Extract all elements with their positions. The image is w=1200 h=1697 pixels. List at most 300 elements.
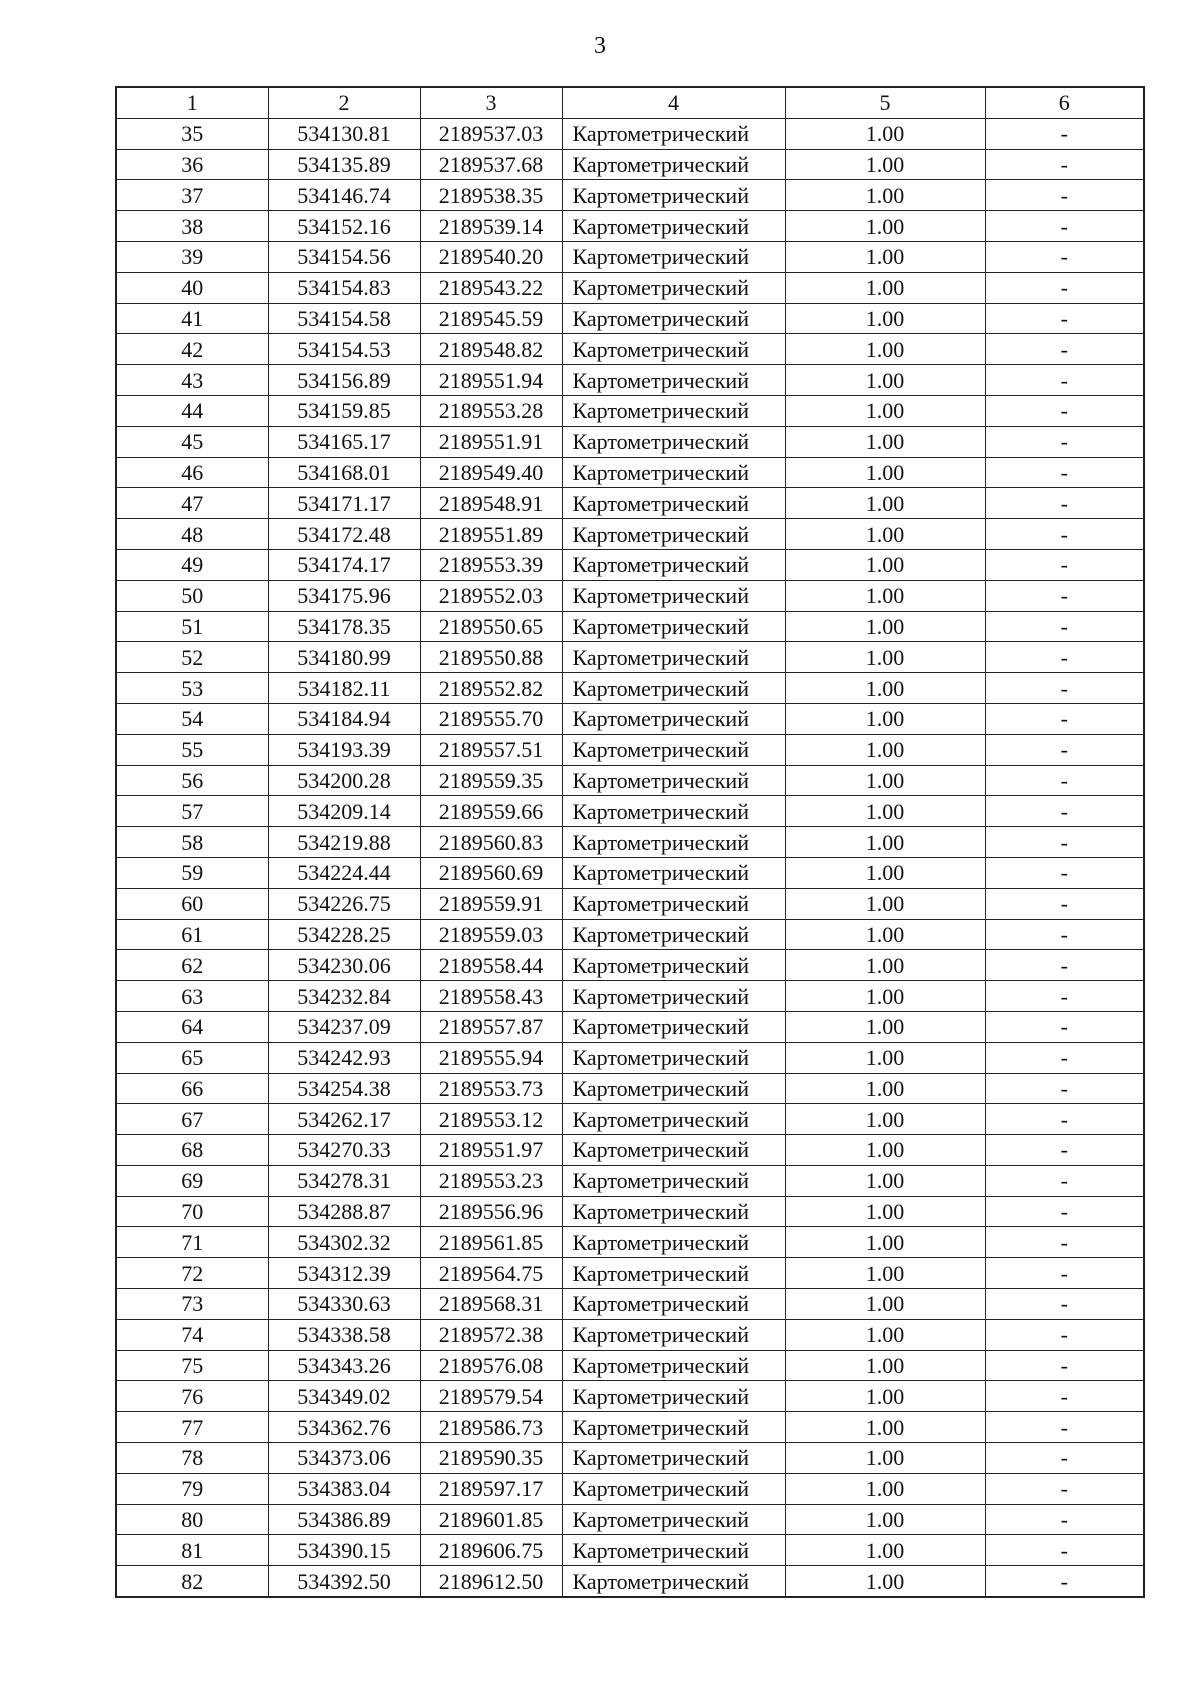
- cell-coordinate-x: 534362.76: [268, 1412, 420, 1443]
- cell-coordinate-x: 534146.74: [268, 180, 420, 211]
- cell-description: -: [985, 765, 1144, 796]
- cell-method: Картометрический: [562, 1566, 785, 1597]
- table-row: [116, 519, 1144, 550]
- table-header: [116, 87, 1144, 118]
- cell-method: Картометрический: [562, 1412, 785, 1443]
- cell-coordinate-y: 2189537.03: [420, 118, 562, 149]
- column-header-3: 3: [420, 87, 562, 118]
- cell-description: -: [985, 1289, 1144, 1320]
- cell-description: -: [985, 1135, 1144, 1166]
- cell-coordinate-y: 2189548.91: [420, 488, 562, 519]
- table-row: [116, 1227, 1144, 1258]
- cell-description: -: [985, 827, 1144, 858]
- cell-coordinate-x: 534383.04: [268, 1473, 420, 1504]
- cell-point-number: 50: [116, 580, 268, 611]
- cell-point-number: 59: [116, 857, 268, 888]
- cell-method: Картометрический: [562, 1196, 785, 1227]
- cell-accuracy: 1.00: [785, 1504, 985, 1535]
- cell-accuracy: 1.00: [785, 1042, 985, 1073]
- cell-description: -: [985, 888, 1144, 919]
- cell-description: -: [985, 703, 1144, 734]
- cell-method: Картометрический: [562, 888, 785, 919]
- cell-accuracy: 1.00: [785, 211, 985, 242]
- cell-coordinate-x: 534180.99: [268, 642, 420, 673]
- cell-point-number: 80: [116, 1504, 268, 1535]
- cell-accuracy: 1.00: [785, 1165, 985, 1196]
- cell-coordinate-y: 2189555.70: [420, 703, 562, 734]
- cell-coordinate-x: 534193.39: [268, 734, 420, 765]
- cell-description: -: [985, 1350, 1144, 1381]
- cell-point-number: 82: [116, 1566, 268, 1597]
- cell-coordinate-x: 534182.11: [268, 673, 420, 704]
- cell-accuracy: 1.00: [785, 1473, 985, 1504]
- cell-description: -: [985, 950, 1144, 981]
- cell-point-number: 57: [116, 796, 268, 827]
- cell-accuracy: 1.00: [785, 426, 985, 457]
- cell-point-number: 69: [116, 1165, 268, 1196]
- table-row: [116, 549, 1144, 580]
- table-row: [116, 457, 1144, 488]
- cell-accuracy: 1.00: [785, 303, 985, 334]
- cell-point-number: 78: [116, 1443, 268, 1474]
- table-row: [116, 1443, 1144, 1474]
- cell-method: Картометрический: [562, 1381, 785, 1412]
- cell-method: Картометрический: [562, 426, 785, 457]
- cell-description: -: [985, 734, 1144, 765]
- cell-coordinate-y: 2189553.12: [420, 1104, 562, 1135]
- cell-accuracy: 1.00: [785, 1227, 985, 1258]
- cell-method: Картометрический: [562, 1473, 785, 1504]
- cell-point-number: 65: [116, 1042, 268, 1073]
- cell-coordinate-y: 2189556.96: [420, 1196, 562, 1227]
- cell-accuracy: 1.00: [785, 395, 985, 426]
- cell-coordinate-x: 534178.35: [268, 611, 420, 642]
- cell-method: Картометрический: [562, 457, 785, 488]
- table-row: [116, 1566, 1144, 1597]
- cell-method: Картометрический: [562, 580, 785, 611]
- cell-accuracy: 1.00: [785, 734, 985, 765]
- cell-coordinate-y: 2189558.44: [420, 950, 562, 981]
- page-number: 3: [594, 33, 606, 59]
- cell-description: -: [985, 519, 1144, 550]
- cell-coordinate-y: 2189550.88: [420, 642, 562, 673]
- cell-method: Картометрический: [562, 734, 785, 765]
- cell-coordinate-x: 534135.89: [268, 149, 420, 180]
- cell-accuracy: 1.00: [785, 180, 985, 211]
- cell-method: Картометрический: [562, 519, 785, 550]
- cell-coordinate-x: 534224.44: [268, 857, 420, 888]
- cell-accuracy: 1.00: [785, 1135, 985, 1166]
- cell-coordinate-y: 2189553.73: [420, 1073, 562, 1104]
- cell-method: Картометрический: [562, 334, 785, 365]
- cell-accuracy: 1.00: [785, 1073, 985, 1104]
- cell-point-number: 43: [116, 365, 268, 396]
- column-header-5: 5: [785, 87, 985, 118]
- cell-method: Картометрический: [562, 1011, 785, 1042]
- table-row: [116, 703, 1144, 734]
- table-row: [116, 149, 1144, 180]
- cell-accuracy: 1.00: [785, 519, 985, 550]
- cell-point-number: 63: [116, 981, 268, 1012]
- cell-coordinate-x: 534242.93: [268, 1042, 420, 1073]
- cell-coordinate-x: 534200.28: [268, 765, 420, 796]
- table-row: [116, 334, 1144, 365]
- cell-coordinate-x: 534302.32: [268, 1227, 420, 1258]
- cell-coordinate-y: 2189559.35: [420, 765, 562, 796]
- cell-description: -: [985, 457, 1144, 488]
- cell-coordinate-x: 534168.01: [268, 457, 420, 488]
- cell-description: -: [985, 1504, 1144, 1535]
- cell-coordinate-x: 534390.15: [268, 1535, 420, 1566]
- cell-method: Картометрический: [562, 1443, 785, 1474]
- cell-accuracy: 1.00: [785, 857, 985, 888]
- table-row: [116, 1258, 1144, 1289]
- cell-method: Картометрический: [562, 1289, 785, 1320]
- cell-method: Картометрический: [562, 365, 785, 396]
- cell-point-number: 54: [116, 703, 268, 734]
- cell-point-number: 53: [116, 673, 268, 704]
- table-row: [116, 950, 1144, 981]
- cell-point-number: 56: [116, 765, 268, 796]
- cell-point-number: 81: [116, 1535, 268, 1566]
- cell-point-number: 75: [116, 1350, 268, 1381]
- cell-coordinate-y: 2189572.38: [420, 1319, 562, 1350]
- cell-point-number: 64: [116, 1011, 268, 1042]
- cell-point-number: 58: [116, 827, 268, 858]
- cell-coordinate-y: 2189550.65: [420, 611, 562, 642]
- cell-description: -: [985, 1412, 1144, 1443]
- cell-coordinate-y: 2189559.91: [420, 888, 562, 919]
- cell-coordinate-y: 2189548.82: [420, 334, 562, 365]
- cell-coordinate-y: 2189558.43: [420, 981, 562, 1012]
- cell-coordinate-y: 2189559.03: [420, 919, 562, 950]
- cell-description: -: [985, 1566, 1144, 1597]
- table-row: [116, 1073, 1144, 1104]
- cell-description: -: [985, 180, 1144, 211]
- cell-method: Картометрический: [562, 1504, 785, 1535]
- cell-coordinate-y: 2189557.87: [420, 1011, 562, 1042]
- cell-coordinate-x: 534172.48: [268, 519, 420, 550]
- cell-point-number: 46: [116, 457, 268, 488]
- cell-coordinate-x: 534278.31: [268, 1165, 420, 1196]
- cell-coordinate-y: 2189540.20: [420, 241, 562, 272]
- cell-point-number: 61: [116, 919, 268, 950]
- cell-description: -: [985, 1258, 1144, 1289]
- cell-description: -: [985, 919, 1144, 950]
- cell-coordinate-y: 2189586.73: [420, 1412, 562, 1443]
- cell-coordinate-x: 534219.88: [268, 827, 420, 858]
- column-header-1: 1: [116, 87, 268, 118]
- cell-method: Картометрический: [562, 919, 785, 950]
- cell-coordinate-y: 2189552.82: [420, 673, 562, 704]
- cell-coordinate-y: 2189543.22: [420, 272, 562, 303]
- table-row: [116, 1412, 1144, 1443]
- column-header-4: 4: [562, 87, 785, 118]
- cell-method: Картометрический: [562, 796, 785, 827]
- cell-description: -: [985, 1011, 1144, 1042]
- table-row: [116, 1289, 1144, 1320]
- cell-accuracy: 1.00: [785, 1011, 985, 1042]
- cell-description: -: [985, 549, 1144, 580]
- cell-point-number: 74: [116, 1319, 268, 1350]
- cell-coordinate-x: 534330.63: [268, 1289, 420, 1320]
- table-row: [116, 919, 1144, 950]
- cell-accuracy: 1.00: [785, 919, 985, 950]
- cell-method: Картометрический: [562, 1135, 785, 1166]
- cell-coordinate-x: 534175.96: [268, 580, 420, 611]
- cell-accuracy: 1.00: [785, 1350, 985, 1381]
- table-row: [116, 673, 1144, 704]
- cell-coordinate-y: 2189553.23: [420, 1165, 562, 1196]
- cell-description: -: [985, 580, 1144, 611]
- table-row: [116, 1104, 1144, 1135]
- cell-method: Картометрический: [562, 303, 785, 334]
- cell-description: -: [985, 1165, 1144, 1196]
- table-row: [116, 211, 1144, 242]
- cell-coordinate-y: 2189537.68: [420, 149, 562, 180]
- cell-coordinate-x: 534174.17: [268, 549, 420, 580]
- table-row: [116, 734, 1144, 765]
- cell-point-number: 47: [116, 488, 268, 519]
- cell-method: Картометрический: [562, 1350, 785, 1381]
- cell-accuracy: 1.00: [785, 1412, 985, 1443]
- cell-point-number: 40: [116, 272, 268, 303]
- column-header-2: 2: [268, 87, 420, 118]
- cell-coordinate-y: 2189538.35: [420, 180, 562, 211]
- cell-coordinate-x: 534312.39: [268, 1258, 420, 1289]
- cell-point-number: 72: [116, 1258, 268, 1289]
- cell-coordinate-x: 534154.58: [268, 303, 420, 334]
- cell-description: -: [985, 611, 1144, 642]
- cell-description: -: [985, 1381, 1144, 1412]
- table-row: [116, 1042, 1144, 1073]
- cell-point-number: 76: [116, 1381, 268, 1412]
- cell-method: Картометрический: [562, 673, 785, 704]
- cell-method: Картометрический: [562, 765, 785, 796]
- cell-point-number: 44: [116, 395, 268, 426]
- cell-description: -: [985, 118, 1144, 149]
- cell-coordinate-x: 534373.06: [268, 1443, 420, 1474]
- cell-coordinate-y: 2189552.03: [420, 580, 562, 611]
- cell-coordinate-y: 2189564.75: [420, 1258, 562, 1289]
- cell-coordinate-y: 2189606.75: [420, 1535, 562, 1566]
- cell-coordinate-x: 534232.84: [268, 981, 420, 1012]
- cell-accuracy: 1.00: [785, 765, 985, 796]
- cell-coordinate-x: 534270.33: [268, 1135, 420, 1166]
- table-row: [116, 118, 1144, 149]
- cell-point-number: 79: [116, 1473, 268, 1504]
- cell-accuracy: 1.00: [785, 457, 985, 488]
- cell-point-number: 35: [116, 118, 268, 149]
- cell-point-number: 37: [116, 180, 268, 211]
- cell-method: Картометрический: [562, 395, 785, 426]
- table-row: [116, 1535, 1144, 1566]
- table-row: [116, 1196, 1144, 1227]
- cell-method: Картометрический: [562, 1104, 785, 1135]
- cell-accuracy: 1.00: [785, 149, 985, 180]
- cell-description: -: [985, 1473, 1144, 1504]
- column-header-6: 6: [985, 87, 1144, 118]
- cell-coordinate-y: 2189601.85: [420, 1504, 562, 1535]
- cell-description: -: [985, 303, 1144, 334]
- cell-description: -: [985, 488, 1144, 519]
- cell-accuracy: 1.00: [785, 241, 985, 272]
- cell-description: -: [985, 857, 1144, 888]
- cell-method: Картометрический: [562, 488, 785, 519]
- table-row: [116, 642, 1144, 673]
- cell-accuracy: 1.00: [785, 1196, 985, 1227]
- cell-coordinate-y: 2189551.91: [420, 426, 562, 457]
- cell-point-number: 68: [116, 1135, 268, 1166]
- cell-description: -: [985, 272, 1144, 303]
- cell-coordinate-y: 2189555.94: [420, 1042, 562, 1073]
- cell-method: Картометрический: [562, 642, 785, 673]
- cell-coordinate-y: 2189551.89: [420, 519, 562, 550]
- cell-coordinate-x: 534237.09: [268, 1011, 420, 1042]
- table-row: [116, 1473, 1144, 1504]
- cell-coordinate-x: 534386.89: [268, 1504, 420, 1535]
- cell-coordinate-x: 534130.81: [268, 118, 420, 149]
- cell-method: Картометрический: [562, 1319, 785, 1350]
- cell-accuracy: 1.00: [785, 488, 985, 519]
- cell-coordinate-x: 534262.17: [268, 1104, 420, 1135]
- cell-point-number: 48: [116, 519, 268, 550]
- cell-point-number: 66: [116, 1073, 268, 1104]
- table-row: [116, 365, 1144, 396]
- cell-accuracy: 1.00: [785, 272, 985, 303]
- cell-method: Картометрический: [562, 149, 785, 180]
- cell-accuracy: 1.00: [785, 888, 985, 919]
- table-row: [116, 1381, 1144, 1412]
- cell-method: Картометрический: [562, 1535, 785, 1566]
- cell-coordinate-x: 534226.75: [268, 888, 420, 919]
- cell-description: -: [985, 1073, 1144, 1104]
- cell-coordinate-y: 2189568.31: [420, 1289, 562, 1320]
- cell-description: -: [985, 673, 1144, 704]
- table-row: [116, 303, 1144, 334]
- cell-coordinate-x: 534254.38: [268, 1073, 420, 1104]
- cell-coordinate-y: 2189597.17: [420, 1473, 562, 1504]
- table-row: [116, 272, 1144, 303]
- cell-description: -: [985, 1104, 1144, 1135]
- cell-coordinate-y: 2189553.28: [420, 395, 562, 426]
- cell-coordinate-x: 534230.06: [268, 950, 420, 981]
- cell-description: -: [985, 1319, 1144, 1350]
- cell-accuracy: 1.00: [785, 118, 985, 149]
- cell-point-number: 70: [116, 1196, 268, 1227]
- table-row: [116, 580, 1144, 611]
- cell-description: -: [985, 211, 1144, 242]
- cell-coordinate-x: 534392.50: [268, 1566, 420, 1597]
- cell-description: -: [985, 149, 1144, 180]
- cell-method: Картометрический: [562, 1165, 785, 1196]
- cell-method: Картометрический: [562, 981, 785, 1012]
- cell-point-number: 45: [116, 426, 268, 457]
- cell-description: -: [985, 642, 1144, 673]
- cell-description: -: [985, 1227, 1144, 1258]
- cell-coordinate-y: 2189560.83: [420, 827, 562, 858]
- cell-accuracy: 1.00: [785, 950, 985, 981]
- cell-coordinate-x: 534159.85: [268, 395, 420, 426]
- cell-method: Картометрический: [562, 827, 785, 858]
- cell-point-number: 73: [116, 1289, 268, 1320]
- cell-method: Картометрический: [562, 1227, 785, 1258]
- cell-method: Картометрический: [562, 1258, 785, 1289]
- cell-method: Картометрический: [562, 549, 785, 580]
- cell-accuracy: 1.00: [785, 796, 985, 827]
- cell-accuracy: 1.00: [785, 580, 985, 611]
- cell-coordinate-y: 2189545.59: [420, 303, 562, 334]
- cell-coordinate-x: 534152.16: [268, 211, 420, 242]
- table-row: [116, 1011, 1144, 1042]
- cell-description: -: [985, 1535, 1144, 1566]
- cell-method: Картометрический: [562, 1042, 785, 1073]
- table-row: [116, 1350, 1144, 1381]
- cell-coordinate-x: 534154.56: [268, 241, 420, 272]
- cell-point-number: 41: [116, 303, 268, 334]
- cell-accuracy: 1.00: [785, 1104, 985, 1135]
- cell-method: Картометрический: [562, 241, 785, 272]
- cell-coordinate-y: 2189576.08: [420, 1350, 562, 1381]
- cell-coordinate-y: 2189561.85: [420, 1227, 562, 1258]
- cell-coordinate-y: 2189590.35: [420, 1443, 562, 1474]
- cell-method: Картометрический: [562, 118, 785, 149]
- cell-accuracy: 1.00: [785, 1381, 985, 1412]
- cell-coordinate-x: 534154.83: [268, 272, 420, 303]
- cell-coordinate-x: 534184.94: [268, 703, 420, 734]
- cell-accuracy: 1.00: [785, 673, 985, 704]
- cell-coordinate-x: 534154.53: [268, 334, 420, 365]
- table-row: [116, 611, 1144, 642]
- cell-accuracy: 1.00: [785, 827, 985, 858]
- cell-coordinate-y: 2189560.69: [420, 857, 562, 888]
- cell-description: -: [985, 796, 1144, 827]
- cell-coordinate-y: 2189549.40: [420, 457, 562, 488]
- table-row: [116, 180, 1144, 211]
- table-row: [116, 426, 1144, 457]
- cell-description: -: [985, 1443, 1144, 1474]
- cell-coordinate-y: 2189551.94: [420, 365, 562, 396]
- table-row: [116, 796, 1144, 827]
- cell-point-number: 62: [116, 950, 268, 981]
- cell-point-number: 39: [116, 241, 268, 272]
- cell-coordinate-x: 534209.14: [268, 796, 420, 827]
- cell-description: -: [985, 1042, 1144, 1073]
- cell-accuracy: 1.00: [785, 334, 985, 365]
- cell-accuracy: 1.00: [785, 365, 985, 396]
- cell-method: Картометрический: [562, 272, 785, 303]
- cell-point-number: 77: [116, 1412, 268, 1443]
- cell-coordinate-x: 534288.87: [268, 1196, 420, 1227]
- cell-method: Картометрический: [562, 950, 785, 981]
- cell-method: Картометрический: [562, 857, 785, 888]
- cell-accuracy: 1.00: [785, 703, 985, 734]
- cell-method: Картометрический: [562, 703, 785, 734]
- header-row: [116, 87, 1144, 118]
- cell-coordinate-x: 534343.26: [268, 1350, 420, 1381]
- cell-description: -: [985, 426, 1144, 457]
- cell-description: -: [985, 365, 1144, 396]
- cell-coordinate-x: 534228.25: [268, 919, 420, 950]
- cell-accuracy: 1.00: [785, 1319, 985, 1350]
- cell-point-number: 60: [116, 888, 268, 919]
- cell-description: -: [985, 395, 1144, 426]
- table-row: [116, 1319, 1144, 1350]
- cell-accuracy: 1.00: [785, 549, 985, 580]
- table-row: [116, 888, 1144, 919]
- cell-method: Картометрический: [562, 211, 785, 242]
- table-row: [116, 395, 1144, 426]
